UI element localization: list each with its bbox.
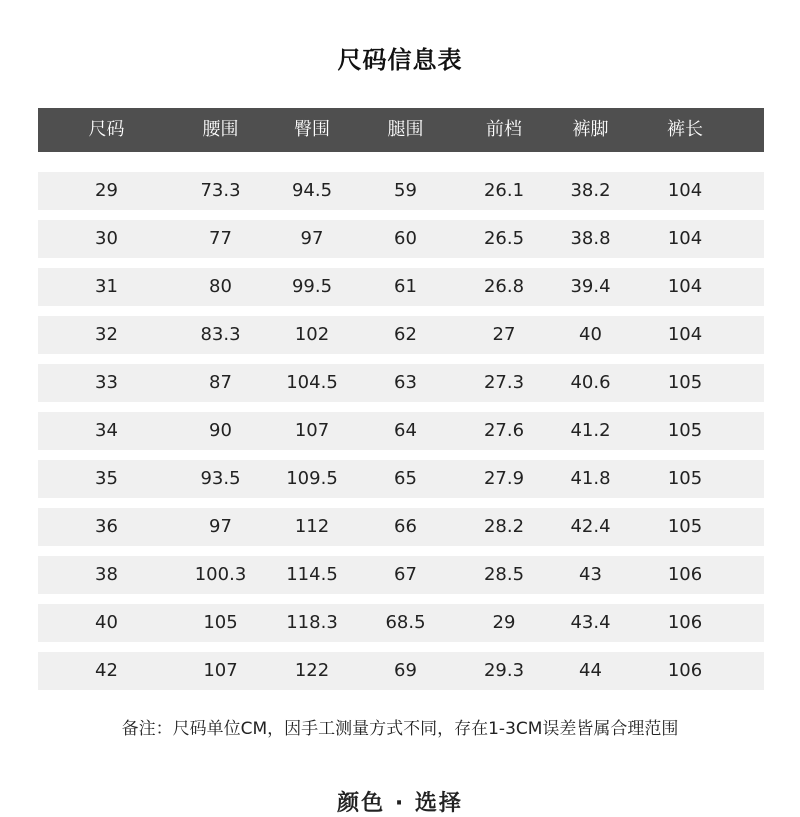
cell-waist: 105 xyxy=(203,612,238,633)
cell-size: 32 xyxy=(95,324,118,345)
table-row xyxy=(38,268,764,306)
cell-thigh: 60 xyxy=(394,228,417,249)
cell-hip: 97 xyxy=(300,228,324,249)
cell-front-rise: 26.5 xyxy=(483,228,525,249)
cell-leg-opening: 40 xyxy=(579,324,602,345)
cell-thigh: 69 xyxy=(394,660,417,681)
cell-waist: 83.3 xyxy=(200,324,241,345)
cell-hip: 118.3 xyxy=(286,612,338,633)
cell-length: 105 xyxy=(667,468,703,489)
cell-size: 36 xyxy=(95,516,118,537)
measurement-note: 备注：尺码单位CM，因手工测量方式不同，存在1-3CM误差皆属合理范围 xyxy=(121,719,679,739)
table-row xyxy=(38,652,764,690)
cell-hip: 104.5 xyxy=(286,372,338,393)
header-length: 裤长 xyxy=(667,119,703,140)
header-size: 尺码 xyxy=(88,119,125,140)
cell-thigh: 68.5 xyxy=(385,612,426,633)
cell-size: 42 xyxy=(95,660,118,681)
cell-size: 40 xyxy=(95,612,118,633)
cell-front-rise: 26.1 xyxy=(483,180,525,201)
cell-hip: 122 xyxy=(294,660,330,681)
cell-waist: 107 xyxy=(203,660,238,681)
table-row xyxy=(38,364,764,402)
cell-leg-opening: 40.6 xyxy=(570,372,611,393)
cell-size: 31 xyxy=(95,276,118,297)
cell-hip: 107 xyxy=(294,420,330,441)
table-row xyxy=(38,604,764,642)
cell-length: 105 xyxy=(667,372,703,393)
cell-length: 104 xyxy=(667,324,703,345)
cell-thigh: 61 xyxy=(394,276,417,297)
cell-leg-opening: 38.2 xyxy=(570,180,611,201)
cell-leg-opening: 43 xyxy=(579,564,602,585)
table-row xyxy=(38,220,764,258)
header-thigh: 腿围 xyxy=(387,119,424,140)
cell-hip: 112 xyxy=(294,516,330,537)
cell-leg-opening: 41.2 xyxy=(570,420,611,441)
cell-size: 38 xyxy=(95,564,118,585)
cell-size: 29 xyxy=(95,180,118,201)
cell-size: 34 xyxy=(95,420,118,441)
cell-length: 106 xyxy=(667,612,703,633)
cell-length: 104 xyxy=(667,180,703,201)
cell-size: 30 xyxy=(95,228,118,249)
cell-front-rise: 27 xyxy=(492,324,516,345)
cell-front-rise: 29.3 xyxy=(483,660,525,681)
cell-length: 105 xyxy=(667,516,703,537)
header-waist: 腰围 xyxy=(202,119,239,140)
table-row xyxy=(38,316,764,354)
cell-length: 104 xyxy=(667,228,703,249)
cell-thigh: 66 xyxy=(394,516,417,537)
cell-size: 33 xyxy=(95,372,118,393)
cell-front-rise: 27.3 xyxy=(483,372,525,393)
cell-thigh: 63 xyxy=(394,372,417,393)
cell-length: 104 xyxy=(667,276,703,297)
cell-front-rise: 28.2 xyxy=(483,516,525,537)
cell-thigh: 59 xyxy=(394,180,417,201)
cell-size: 35 xyxy=(95,468,118,489)
table-body xyxy=(38,172,764,690)
cell-leg-opening: 42.4 xyxy=(570,516,611,537)
cell-length: 106 xyxy=(667,564,703,585)
cell-hip: 102 xyxy=(294,324,330,345)
cell-thigh: 65 xyxy=(394,468,417,489)
cell-hip: 99.5 xyxy=(291,276,333,297)
cell-waist: 100.3 xyxy=(194,564,247,585)
cell-thigh: 67 xyxy=(394,564,417,585)
header-front-rise: 前档 xyxy=(486,119,522,140)
cell-leg-opening: 38.8 xyxy=(570,228,611,249)
cell-hip: 109.5 xyxy=(286,468,338,489)
next-section-title: 颜色 · 选择 xyxy=(337,791,463,816)
table-row xyxy=(38,508,764,546)
cell-front-rise: 27.9 xyxy=(483,468,525,489)
cell-waist: 87 xyxy=(209,372,232,393)
page-title: 尺码信息表 xyxy=(337,46,463,74)
cell-thigh: 64 xyxy=(394,420,417,441)
table-row xyxy=(38,412,764,450)
cell-leg-opening: 44 xyxy=(579,660,602,681)
table-row xyxy=(38,460,764,498)
cell-leg-opening: 41.8 xyxy=(570,468,611,489)
cell-thigh: 62 xyxy=(394,324,417,345)
header-leg-opening: 裤脚 xyxy=(572,119,609,140)
cell-leg-opening: 43.4 xyxy=(570,612,611,633)
cell-front-rise: 28.5 xyxy=(483,564,525,585)
cell-waist: 97 xyxy=(209,516,232,537)
cell-front-rise: 29 xyxy=(492,612,516,633)
cell-waist: 73.3 xyxy=(200,180,241,201)
size-table xyxy=(38,108,764,700)
cell-hip: 114.5 xyxy=(286,564,338,585)
cell-front-rise: 27.6 xyxy=(483,420,525,441)
cell-hip: 94.5 xyxy=(291,180,333,201)
cell-length: 105 xyxy=(667,420,703,441)
table-header xyxy=(38,108,764,152)
table-row xyxy=(38,556,764,594)
cell-waist: 77 xyxy=(209,228,232,249)
cell-length: 106 xyxy=(667,660,703,681)
cell-waist: 90 xyxy=(209,420,232,441)
cell-front-rise: 26.8 xyxy=(483,276,525,297)
cell-waist: 80 xyxy=(209,276,232,297)
header-hip: 臀围 xyxy=(294,119,330,140)
cell-leg-opening: 39.4 xyxy=(570,276,611,297)
cell-waist: 93.5 xyxy=(200,468,241,489)
table-row xyxy=(38,172,764,210)
